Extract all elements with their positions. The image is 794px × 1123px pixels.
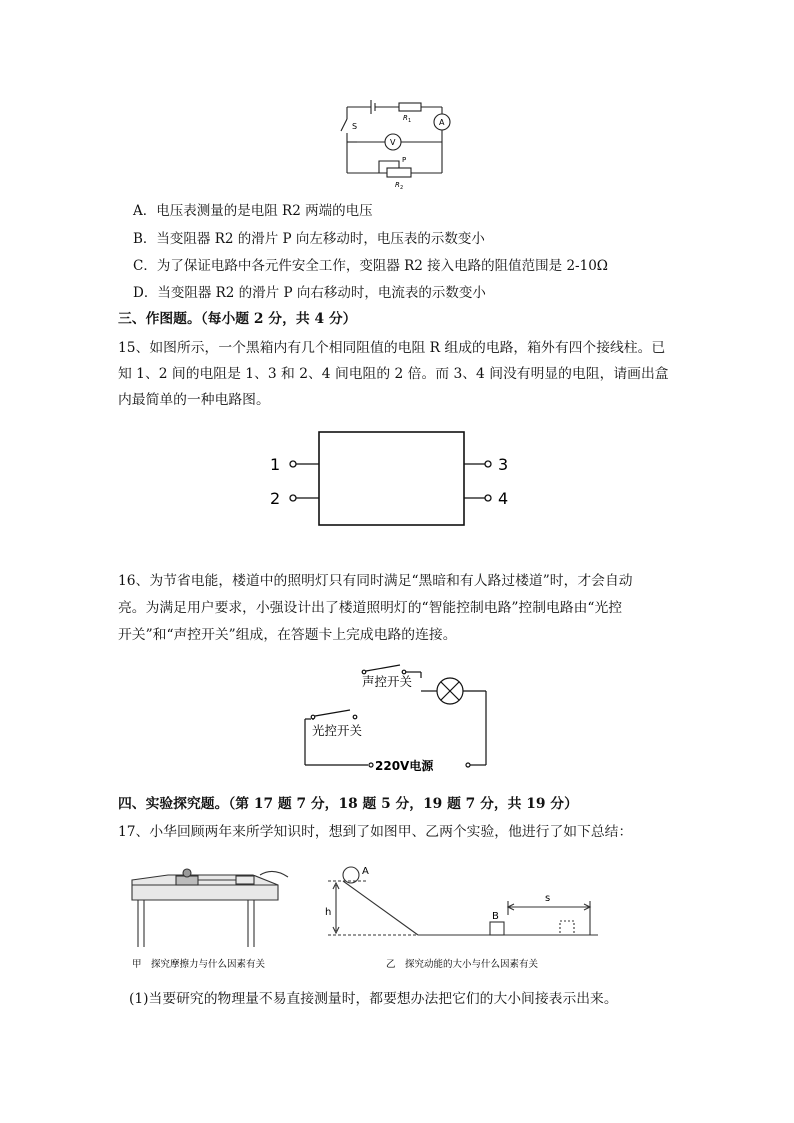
black-box-diagram <box>262 425 522 535</box>
incline-figure <box>328 867 598 935</box>
terminal-4: 4 <box>498 489 509 508</box>
option-c: C．为了保证电路中各元件安全工作，变阻器 R2 接入电路的阻值范围是 2-10Ω <box>133 258 608 274</box>
r1-sub: 1 <box>408 118 412 124</box>
sound-switch-label: 声控开关 <box>362 674 413 689</box>
ammeter-label: A <box>439 118 445 127</box>
label-s: s <box>545 893 551 904</box>
label-b: B <box>492 911 499 922</box>
option-d: D．当变阻器 R2 的滑片 P 向右移动时，电流表的示数变小 <box>133 285 486 301</box>
q15-line-2: 知 1、2 间的电阻是 1、3 和 2、4 间电阻的 2 倍。而 3、4 间没有明显的电阻，请画出盒 <box>118 366 669 382</box>
experiment-figures <box>128 855 603 975</box>
circuit-diagram-1 <box>335 95 460 190</box>
r2-label: R <box>395 181 400 189</box>
power-label: 220V电源 <box>375 759 434 773</box>
section-3-title: 三、作图题。（每小题 2 分，共 4 分） <box>118 311 357 327</box>
terminal-3: 3 <box>498 455 509 474</box>
r1-label: R <box>403 114 408 122</box>
terminal-2: 2 <box>270 489 281 508</box>
r2-sub: 2 <box>400 185 404 190</box>
friction-table-figure <box>132 869 288 947</box>
switch-label: S <box>352 122 358 131</box>
q16-line-3: 开关”和“声控开关”组成，在答题卡上完成电路的连接。 <box>118 627 457 643</box>
terminal-1: 1 <box>270 455 281 474</box>
voltmeter-label: V <box>390 138 396 147</box>
q17-intro: 17、小华回顾两年来所学知识时，想到了如图甲、乙两个实验，他进行了如下总结： <box>118 824 633 840</box>
q17-item-1: (1)当要研究的物理量不易直接测量时，都要想办法把它们的大小间接表示出来。 <box>129 991 618 1007</box>
lighting-circuit-diagram <box>300 660 500 775</box>
slider-label: P <box>402 156 407 164</box>
q16-line-1: 16、为节省电能，楼道中的照明灯只有同时满足“黑暗和有人路过楼道”时，才会自动 <box>118 573 633 589</box>
caption-right: 乙 探究动能的大小与什么因素有关 <box>386 959 539 970</box>
option-b: B．当变阻器 R2 的滑片 P 向左移动时，电压表的示数变小 <box>133 231 485 247</box>
q15-line-1: 15、如图所示，一个黑箱内有几个相同阻值的电阻 R 组成的电路，箱外有四个接线柱。已 <box>118 340 666 356</box>
caption-left: 甲 探究摩擦力与什么因素有关 <box>132 959 266 970</box>
light-switch-label: 光控开关 <box>312 723 363 738</box>
q16-line-2: 亮。为满足用户要求，小强设计出了楼道照明灯的“智能控制电路”控制电路由“光控 <box>118 600 623 616</box>
q15-line-3: 内最简单的一种电路图。 <box>118 392 270 408</box>
label-a: A <box>362 866 369 877</box>
label-h: h <box>325 907 332 918</box>
option-a: A．电压表测量的是电阻 R2 两端的电压 <box>133 203 373 219</box>
section-4-title: 四、实验探究题。（第 17 题 7 分，18 题 5 分，19 题 7 分，共 19 分） <box>118 796 578 812</box>
